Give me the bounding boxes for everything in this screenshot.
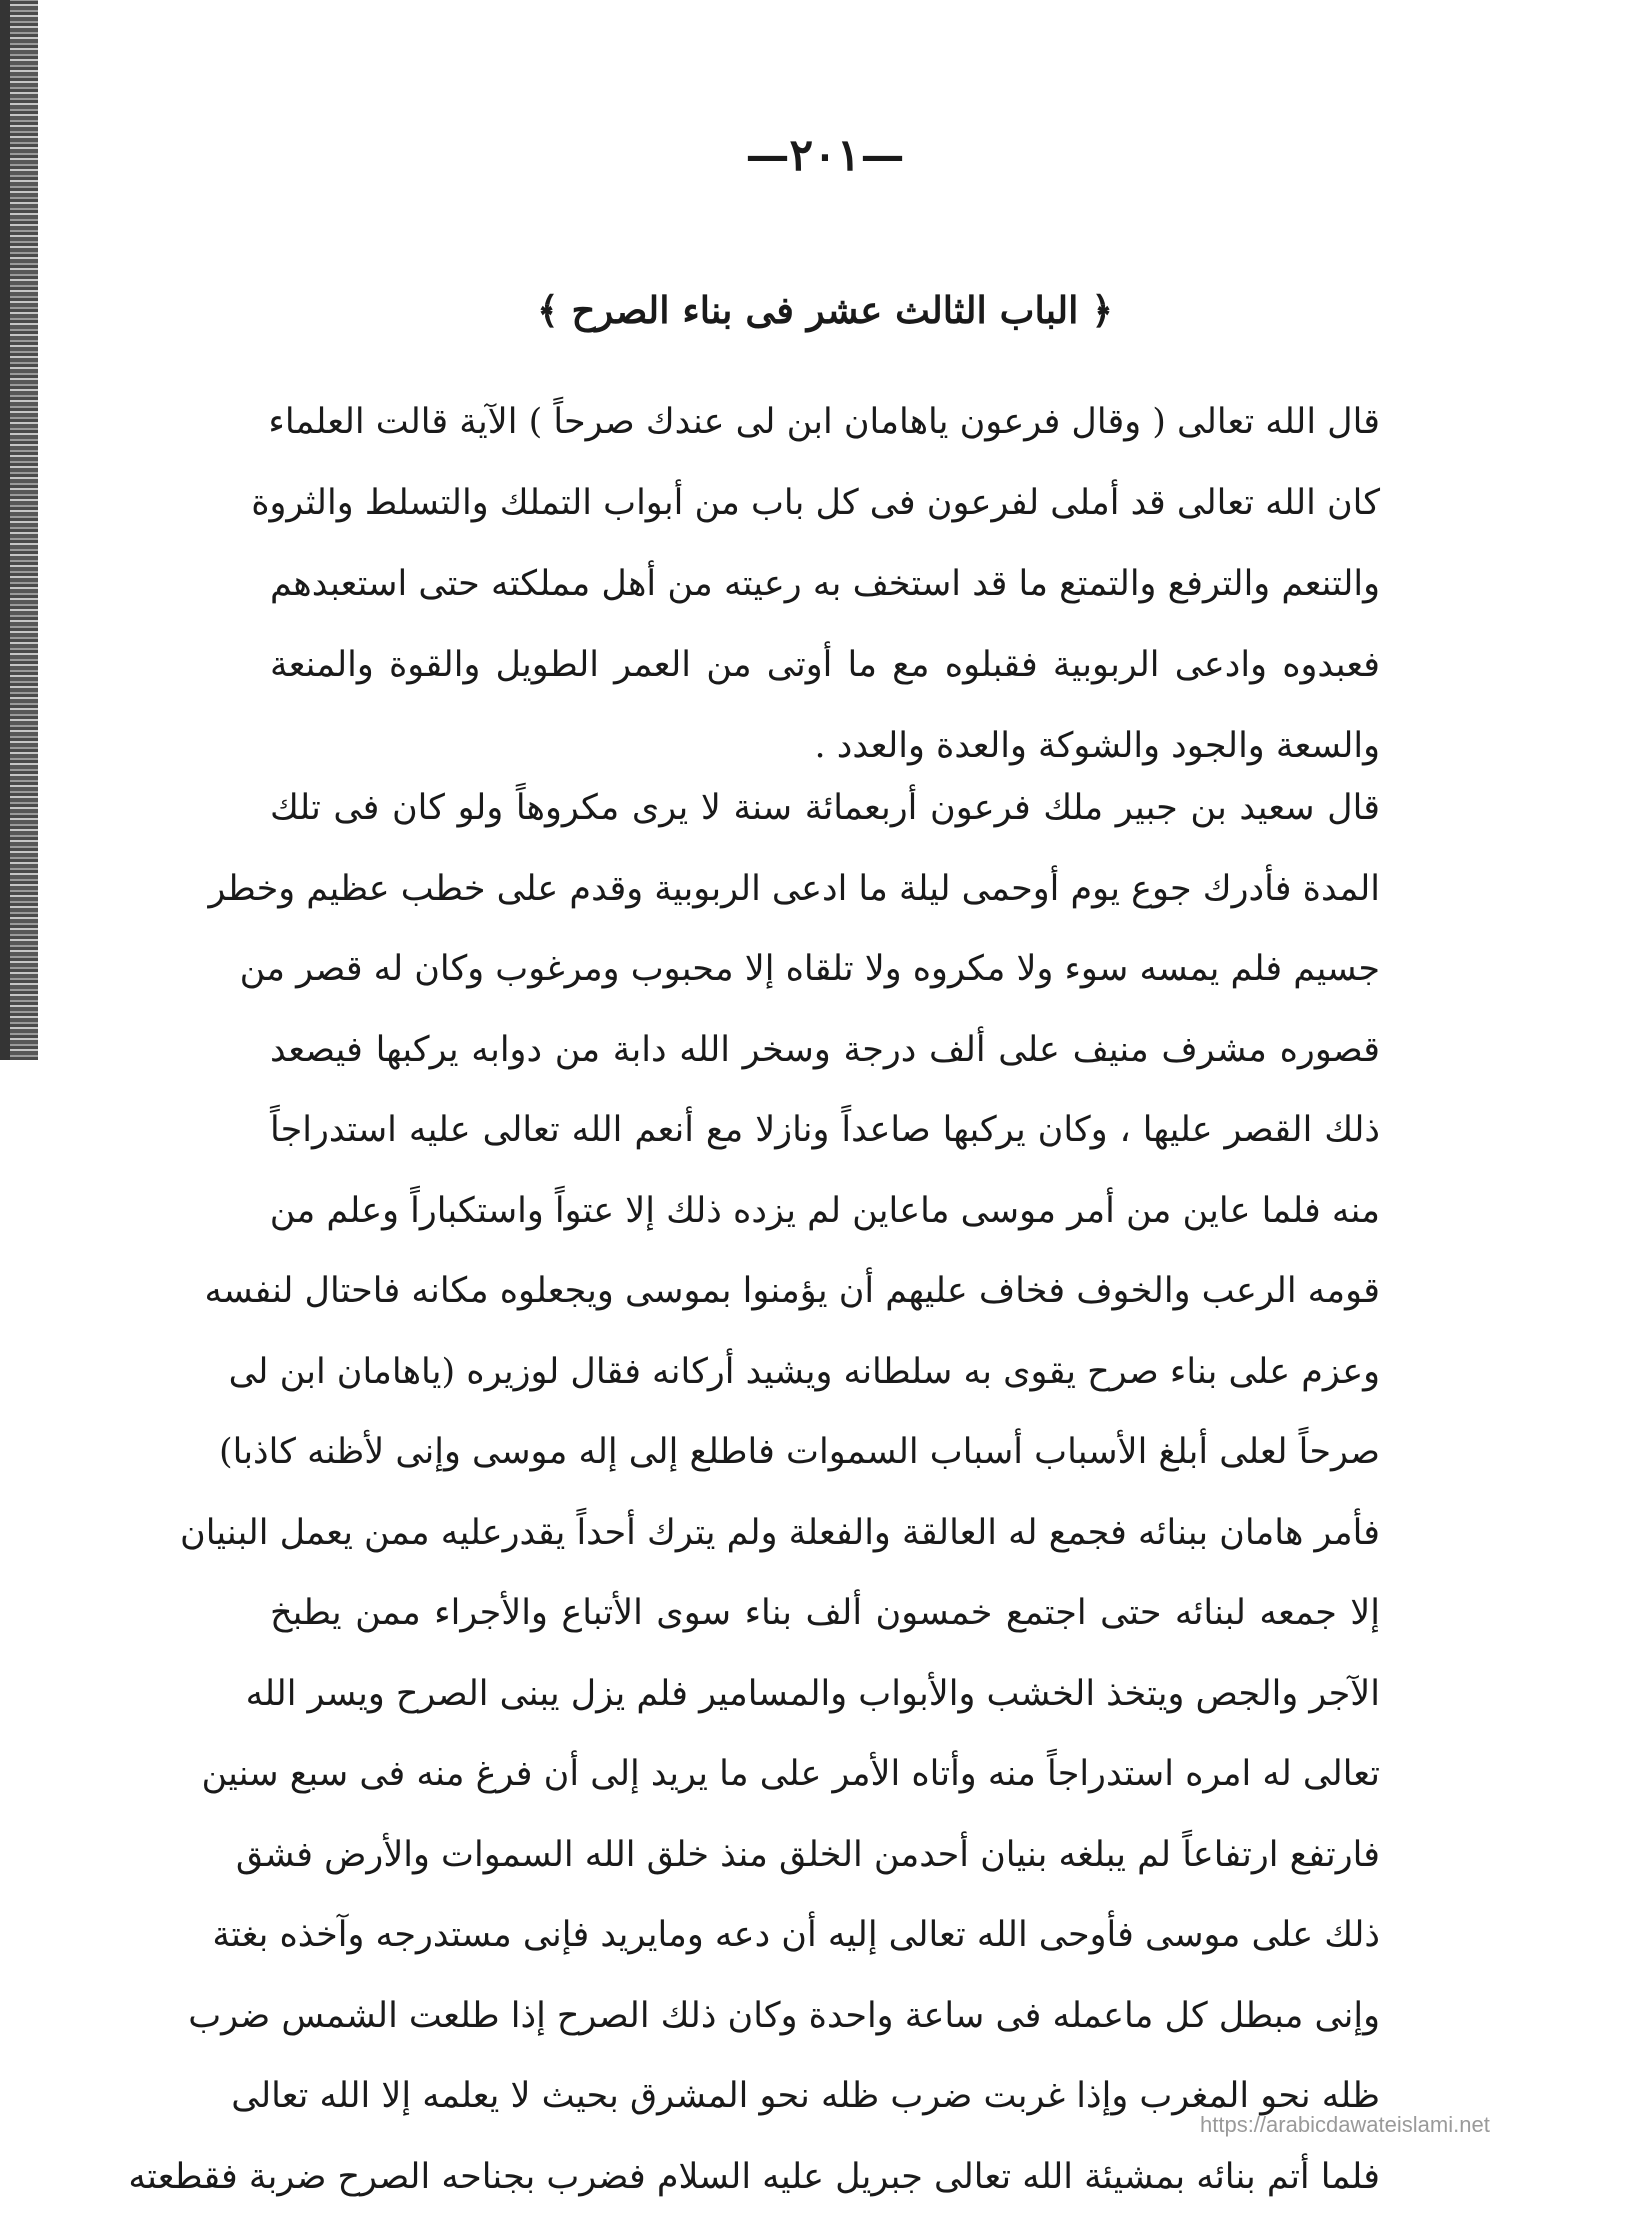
text-line: ظله نحو المغرب وإذا غربت ضرب ظله نحو المشرق بحيث لا يعلمه إلا الله تعالى <box>270 2056 1380 2137</box>
paragraph-1 <box>270 382 1380 787</box>
text-line: والتنعم والترفع والتمتع ما قد استخف به رعيته من أهل مملكته حتى استعبدهم <box>270 544 1380 625</box>
text-line: منه فلما عاين من أمر موسى ماعاين لم يزده ذلك إلا عتواً واستكباراً وعلم من <box>270 1171 1380 1252</box>
source-watermark: https://arabicdawateislami.net <box>1200 2112 1490 2138</box>
text-line: فلما أتم بنائه بمشيئة الله تعالى جبريل عليه السلام فضرب بجناحه الصرح ضربة فقطعته <box>270 2137 1380 2217</box>
text-line: قومه الرعب والخوف فخاف عليهم أن يؤمنوا بموسى ويجعلوه مكانه فاحتال لنفسه <box>270 1251 1380 1332</box>
paragraph-2 <box>270 768 1380 2217</box>
text-line: فأمر هامان ببنائه فجمع له العالقة والفعلة ولم يترك أحداً يقدرعليه ممن يعمل البنيان <box>270 1493 1380 1574</box>
scan-binding-edge <box>0 0 38 1060</box>
text-line: الآجر والجص ويتخذ الخشب والأبواب والمسامير فلم يزل يبنى الصرح ويسر الله <box>270 1654 1380 1735</box>
text-line: إلا جمعه لبنائه حتى اجتمع خمسون ألف بناء سوى الأتباع والأجراء ممن يطبخ <box>270 1573 1380 1654</box>
text-line: صرحاً لعلى أبلغ الأسباب أسباب السموات فاطلع إلى إله موسى وإنى لأظنه كاذبا) <box>270 1412 1380 1493</box>
text-line: قال الله تعالى ( وقال فرعون ياهامان ابن لى عندك صرحاً ) الآية قالت العلماء <box>270 382 1380 463</box>
text-line: تعالى له امره استدراجاً منه وأتاه الأمر على ما يريد إلى أن فرغ منه فى سبع سنين <box>270 1734 1380 1815</box>
text-line: ذلك على موسى فأوحى الله تعالى إليه أن دعه ومايريد فإنى مستدرجه وآخذه بغتة <box>270 1895 1380 1976</box>
chapter-heading: ﴿ الباب الثالث عشر فى بناء الصرح ﴾ <box>270 288 1380 332</box>
text-line: ذلك القصر عليها ، وكان يركبها صاعداً ونازلا مع أنعم الله تعالى عليه استدراجاً <box>270 1090 1380 1171</box>
text-line: جسيم فلم يمسه سوء ولا مكروه ولا تلقاه إلا محبوب ومرغوب وكان له قصر من <box>270 929 1380 1010</box>
page-number: —٢٠١— <box>270 130 1380 181</box>
text-line: والسعة والجود والشوكة والعدة والعدد . <box>270 706 1380 787</box>
text-line: وإنى مبطل كل ماعمله فى ساعة واحدة وكان ذلك الصرح إذا طلعت الشمس ضرب <box>270 1976 1380 2057</box>
text-line: قصوره مشرف منيف على ألف درجة وسخر الله دابة من دوابه يركبها فيصعد <box>270 1010 1380 1091</box>
text-line: وعزم على بناء صرح يقوى به سلطانه ويشيد أركانه فقال لوزيره (ياهامان ابن لى <box>270 1332 1380 1413</box>
text-line: المدة فأدرك جوع يوم أوحمى ليلة ما ادعى الربوبية وقدم على خطب عظيم وخطر <box>270 849 1380 930</box>
text-line: فارتفع ارتفاعاً لم يبلغه بنيان أحدمن الخلق منذ خلق الله السموات والأرض فشق <box>270 1815 1380 1896</box>
text-line: فعبدوه وادعى الربوبية فقبلوه مع ما أوتى من العمر الطويل والقوة والمنعة <box>270 625 1380 706</box>
text-line: كان الله تعالى قد أملى لفرعون فى كل باب من أبواب التملك والتسلط والثروة <box>270 463 1380 544</box>
document-page <box>270 120 1380 2160</box>
text-line: قال سعيد بن جبير ملك فرعون أربعمائة سنة لا يرى مكروهاً ولو كان فى تلك <box>270 768 1380 849</box>
